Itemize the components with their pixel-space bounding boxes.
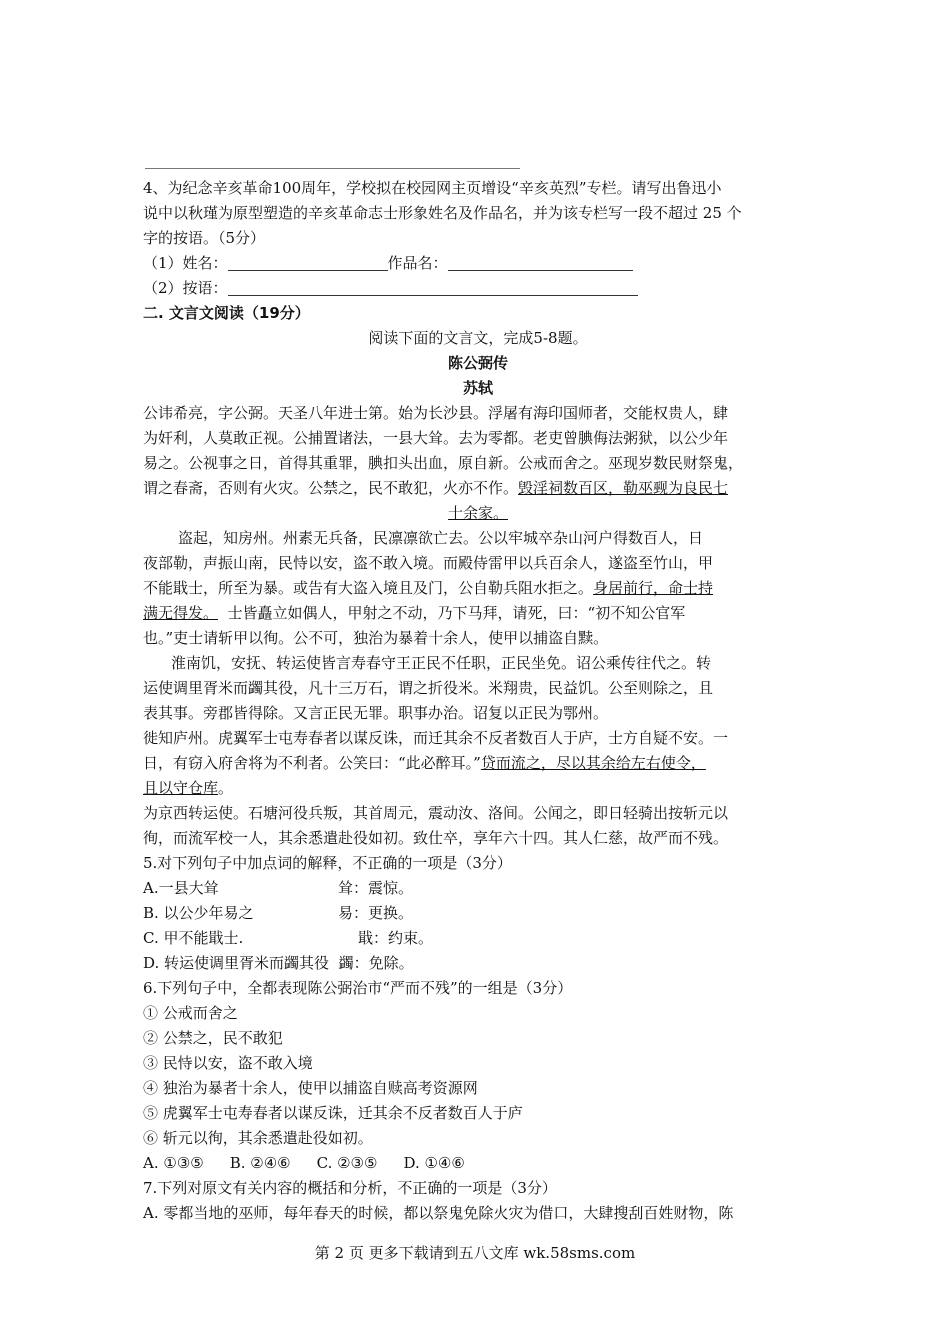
page-content: [143, 176, 813, 1226]
p2-text: 不能戢士，所至为暴。或告有大盗入境且及门，公自勒兵阻水拒之。: [143, 579, 594, 597]
passage-p1-line-3: 易之。公视事之日，首得其重罪，腆扣头出血，原自新。公戒而舍之。巫现岁数民财祭鬼，: [143, 454, 744, 472]
q6-item-5: ⑤ 虎翼军士屯寿春者以谋反诛，迁其余不反者数百人于庐: [143, 1104, 523, 1122]
q5-d-text: D. 转运使调里胥米而蠲其役: [143, 954, 330, 972]
q5-c-text: C. 甲不能戢士.: [143, 929, 244, 947]
passage-p3-line-1: 淮南饥，安抚、转运使皆言寿春守王正民不任职，正民坐免。诏公乘传往代之。转: [171, 654, 712, 672]
passage-p1-tail: [143, 501, 813, 526]
p2-underlined-b: 满无得发。: [143, 604, 219, 622]
q4-line-2: 说中以秋瑾为原型塑造的辛亥革命志士形象姓名及作品名，并为该专栏写一段不超过 25 个: [143, 204, 742, 222]
passage-p4-line-1: 为京西转运使。石塘河役兵叛，其首周元，震动汝、洛间。公闻之，即日轻骑出按斩元以: [143, 804, 729, 822]
section-instruction: 阅读下面的文言文，完成5-8题。: [368, 329, 588, 347]
q5-b-gloss: 易：更换。: [338, 904, 414, 922]
q6-choice-b: B. ②④⑥: [229, 1154, 291, 1172]
note-label: （2）按语：: [143, 279, 228, 297]
q5-d-gloss: 蠲：免除。: [338, 954, 414, 972]
passage-p2-line-4: [143, 601, 813, 626]
q6-choice-c: C. ②③⑤: [316, 1154, 378, 1172]
q6-item-4: ④ 独治为暴者十余人，使甲以捕盗自赎高考资源网: [143, 1079, 478, 1097]
q5-a-text: A.一县大耸: [143, 879, 219, 897]
q6-choice-a: A. ①③⑤: [143, 1154, 204, 1172]
q4-line-3: 字的按语。（5分）: [143, 229, 266, 247]
article-author: 苏轼: [462, 379, 493, 397]
q5-c-gloss: 戢：约束。: [358, 929, 434, 947]
passage-p3-line-5: [143, 751, 813, 776]
passage-p2-line-5: 也。”吏士请斩甲以徇。公不可，独治为暴着十余人，使甲以捕盗自黩。: [143, 629, 609, 647]
passage-p1-line-1: 公讳希亮，字公弼。天圣八年进士第。始为长沙县。浮屠有海印国师者，交能权贵人，肆: [143, 404, 729, 422]
p1-underlined: 毁淫祠数百区，勒巫觋为良民七: [518, 479, 729, 497]
q6-item-3: ③ 民恃以安，盗不敢入境: [143, 1054, 313, 1072]
top-divider: [145, 168, 520, 169]
passage-p1-line-4: [143, 476, 813, 501]
q7-option-a: A. 零都当地的巫师，每年春天的时候，都以祭鬼免除火灾为借口，大肆搜刮百姓财物，陈: [143, 1204, 734, 1222]
note-blank[interactable]: [228, 279, 638, 296]
q5-a-gloss: 耸：震惊。: [338, 879, 414, 897]
name-blank[interactable]: [228, 254, 388, 271]
q6-choice-d: D. ①④⑥: [403, 1154, 465, 1172]
q6-choices: [143, 1151, 813, 1176]
passage-p3-line-6: [143, 776, 813, 801]
passage-p4-line-2: 徇，而流军校一人，其余悉遣赴役如初。致仕卒，享年六十四。其人仁慈，故严而不残。: [143, 829, 729, 847]
work-label: 作品名：: [387, 254, 448, 272]
p2-underlined-a: 身居前行，命士持: [593, 579, 714, 597]
q6-item-2: ② 公禁之，民不敢犯: [143, 1029, 283, 1047]
q4-name-row: [143, 251, 813, 276]
q5-option-a: [143, 876, 813, 901]
q5-option-c: [143, 926, 813, 951]
name-label: （1）姓名：: [143, 254, 228, 272]
q6-item-6: ⑥ 斩元以徇，其余悉遣赴役如初。: [143, 1129, 373, 1147]
p3-underlined-a: 贷而流之，尽以其余给左右使令，: [480, 754, 706, 772]
p1-text: 谓之春斋，否则有火灾。公禁之，民不敢犯，火亦不作。: [143, 479, 519, 497]
p3-underlined-b: 且以守仓库: [143, 779, 219, 797]
passage-p2-line-2: 夜部勒，声振山南，民恃以安，盗不敢入境。而殿侍雷甲以兵百余人，遂盗至竹山，甲: [143, 554, 714, 572]
q4-note-row: [143, 276, 813, 301]
q6-item-1: ① 公戒而舍之: [143, 1004, 238, 1022]
q5-b-text: B. 以公少年易之: [143, 904, 254, 922]
p2-text-b: 士皆矗立如偶人，甲射之不动，乃下马拜，请死，曰：“初不知公官军: [218, 604, 686, 622]
work-blank[interactable]: [448, 254, 633, 271]
p1-tail-underlined: 十余家。: [447, 504, 508, 522]
p3-text-b: 。: [218, 779, 234, 797]
passage-p3-line-3: 表其事。旁郡皆得除。又言正民无罪。职事办治。诏复以正民为鄂州。: [143, 704, 609, 722]
q5-option-b: [143, 901, 813, 926]
q7-stem: 7.下列对原文有关内容的概括和分析，不正确的一项是（3分）: [143, 1179, 557, 1197]
q5-option-d: [143, 951, 813, 976]
passage-p3-line-2: 运使调里胥米而蠲其役，凡十三万石，谓之折役米。米翔贵，民益饥。公至则除之，且: [143, 679, 714, 697]
p3-text: 日，有窃入府舍将为不利者。公笑曰：“此必醉耳。”: [143, 754, 481, 772]
q5-stem: 5.对下列句子中加点词的解释，不正确的一项是（3分）: [143, 854, 512, 872]
passage-p3-line-4: 徙知庐州。虎翼军士屯寿春者以谋反诛，而迁其余不反者数百人于庐，士方自疑不安。一: [143, 729, 729, 747]
article-title: 陈公弼传: [447, 354, 508, 372]
page-footer: 第 2 页 更多下载请到五八文库 wk.58sms.com: [314, 1244, 636, 1262]
passage-p2-line-1: 盗起，知房州。州素无兵备，民凛凛欲亡去。公以牢城卒杂山河户得数百人，日: [178, 529, 704, 547]
passage-p2-line-3: [143, 576, 813, 601]
section-title: 二. 文言文阅读（19分）: [143, 304, 310, 322]
passage-p1-line-2: 为奸利，人莫敢正视。公捕置诸法，一县大耸。去为零都。老吏曾腆侮法粥狱，以公少年: [143, 429, 729, 447]
q4-line-1: 4、为纪念辛亥革命100周年，学校拟在校园网主页增设“辛亥英烈”专栏。请写出鲁迅小: [143, 179, 722, 197]
q6-stem: 6.下列句子中，全都表现陈公弼治市“严而不残”的一组是（3分）: [143, 979, 573, 997]
